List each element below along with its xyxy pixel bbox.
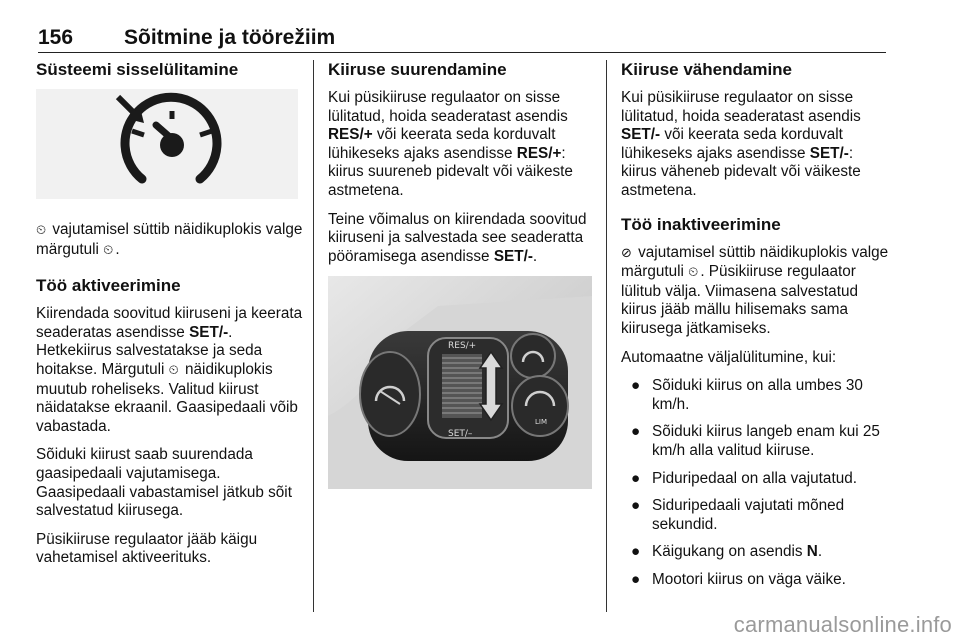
section-heading-increase-speed: Kiiruse suurendamine [328,60,507,79]
paragraph-decrease-speed: Kui püsikiiruse regulaator on sisse lülitatud, hoida seaderatast asendis SET/- või keerata seda korduvalt lühikeseks ajaks asendisse SET/-: kiirus väheneb pidevalt või väikeste astmetena. [621,89,861,199]
page-number: 156 [38,26,74,49]
paragraph-increase-speed: Kui püsikiiruse regulaator on sisse lülitatud, hoida seaderatast asendis RES/+ või keerata seda korduvalt lühikeseks ajaks asendisse RES/+: kiirus suureneb pidevalt või väikeste astmetena. [328,89,573,199]
list-item: ● Siduripedaali vajutati mõned sekundid. [631,497,845,533]
column-1 [36,60,306,578]
paragraph-accelerate: Sõiduki kiirust saab suurendada gaasipedaali vajutamisega. Gaasipedaali vabastamisel jätkub sõit salvestatud kiirusega. [36,446,292,520]
paragraph-activate: Kiirendada soovitud kiiruseni ja keerata seaderatas asendisse SET/-. Hetkekiirus salvestatakse ja seda hoitakse. Märgutuli ⏲ näidikuplokis muutub roheliseks. Valitud kiirust näidatakse ekraanil. Gaasipedaali võib vabastada. [36,305,303,435]
paragraph-deactivate: ⊘ vajutamisel süttib näidikuplokis valge märgutuli ⏲ . Püsikiiruse regulaator lülitub välja. Viimasena salvestatud kiirus jääb mällu hilisemaks sama kiirusega jätkamiseks. [621,243,889,337]
res-plus-label: RES/+ [448,341,477,352]
cruise-control-button-illustration [36,89,298,199]
list-item: ● Käigukang on asendis N. [631,543,823,561]
steering-wheel-controls-photo [328,276,592,489]
page-header [38,22,886,53]
paragraph-alternative: Teine võimalus on kiirendada soovitud kiiruseni ja salvestada see seaderatta pööramisega asendisse SET/-. [328,210,587,265]
cruise-control-icon [36,89,298,199]
cruise-control-icon: ⏲ [688,265,699,281]
cruise-off-icon: ⊘ [621,245,632,261]
list-item: ● Piduripedaal on alla vajutatud. [631,469,857,487]
column-3 [621,60,889,598]
cruise-control-icon: ⏲ [168,362,179,378]
page-title: Sõitmine ja töörežiim [124,26,336,49]
paragraph-system-on: ⏲ vajutamisel süttib näidikuplokis valge märgutuli ⏲ . [36,221,306,260]
column-divider-1 [313,60,314,612]
watermark: carmanualsonline.info [733,612,952,637]
column-2 [328,60,594,489]
lim-label: LIM [535,418,548,427]
cruise-control-icon: ⏲ [103,242,114,258]
set-minus-label: SET/– [448,429,473,440]
column-divider-2 [606,60,607,612]
list-item: ● Mootori kiirus on väga väike. [631,570,846,588]
list-item: ● Sõiduki kiirus langeb enam kui 25 km/h alla valitud kiiruse. [631,423,880,459]
list-item: ● Sõiduki kiirus on alla umbes 30 km/h. [631,377,863,413]
cruise-control-icon: ⏲ [36,223,47,238]
section-heading-decrease-speed: Kiiruse vähendamine [621,60,793,79]
paragraph-gear-change: Püsikiiruse regulaator jääb käigu vahetamisel aktiveerituks. [36,530,258,567]
auto-off-conditions-list [621,377,889,589]
section-heading-system-on: Süsteemi sisselülitamine [36,60,239,79]
paragraph-auto-off: Automaatne väljalülitumine, kui: [621,348,837,366]
section-heading-deactivate: Töö inaktiveerimine [621,214,781,234]
steering-wheel-illustration [328,276,592,489]
section-heading-activate: Töö aktiveerimine [36,276,181,296]
